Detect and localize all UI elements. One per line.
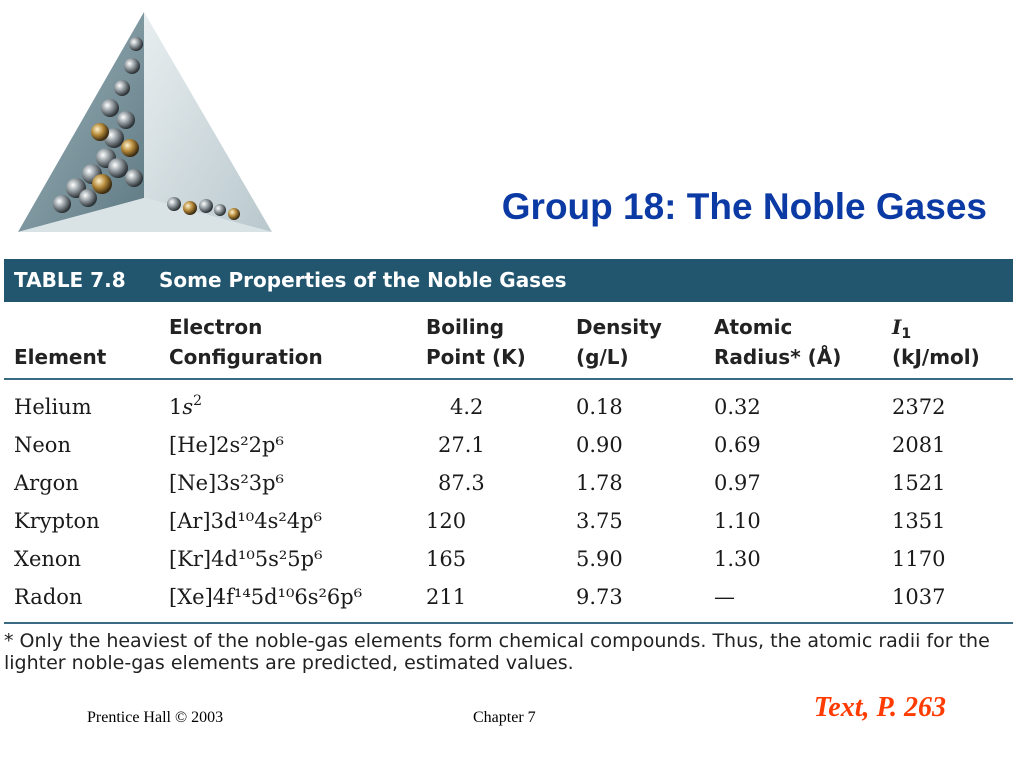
header-density: Density (g/L) bbox=[566, 306, 704, 379]
cell-atomic-radius: 1.30 bbox=[714, 547, 761, 571]
slide-title: Group 18: The Noble Gases bbox=[501, 186, 987, 227]
cell-element: Argon bbox=[14, 471, 79, 495]
cell-ionization-energy: 2372 bbox=[892, 395, 946, 419]
cell-element: Radon bbox=[14, 585, 83, 609]
footer-chapter: Chapter 7 bbox=[473, 709, 536, 726]
cell-density: 0.90 bbox=[576, 433, 623, 457]
cell-atomic-radius: 1.10 bbox=[714, 509, 761, 533]
cell-configuration: [Ar]3d¹⁰4s²4p⁶ bbox=[169, 509, 323, 533]
cell-element: Neon bbox=[14, 433, 71, 457]
cell-atomic-radius: 0.69 bbox=[714, 433, 761, 457]
table-caption: Some Properties of the Noble Gases bbox=[159, 268, 567, 292]
cell-atomic-radius: — bbox=[714, 585, 735, 609]
cell-boiling-point: 87.3 bbox=[438, 471, 485, 495]
cell-ionization-energy: 1351 bbox=[892, 509, 946, 533]
text-page-reference: Text, P. 263 bbox=[813, 692, 946, 723]
cell-ionization-energy: 2081 bbox=[892, 433, 946, 457]
cell-ionization-energy: 1170 bbox=[892, 547, 946, 571]
table-row bbox=[4, 426, 1013, 464]
cell-density: 1.78 bbox=[576, 471, 623, 495]
cell-element: Krypton bbox=[14, 509, 100, 533]
table-row bbox=[4, 502, 1013, 540]
cell-ionization-energy: 1037 bbox=[892, 585, 946, 609]
table-row bbox=[4, 540, 1013, 578]
cell-element: Xenon bbox=[14, 547, 82, 571]
cell-element: Helium bbox=[14, 395, 92, 419]
cell-density: 5.90 bbox=[576, 547, 623, 571]
footer-copyright: Prentice Hall © 2003 bbox=[87, 709, 224, 726]
cell-ionization-energy: 1521 bbox=[892, 471, 946, 495]
cell-boiling-point: 120 bbox=[426, 509, 467, 533]
table-row bbox=[4, 578, 1013, 623]
cell-configuration: [Ne]3s²3p⁶ bbox=[169, 471, 284, 495]
header-element: Element bbox=[4, 306, 159, 379]
table-number: TABLE 7.8 bbox=[14, 268, 126, 292]
cell-density: 3.75 bbox=[576, 509, 623, 533]
table-footnote: * Only the heaviest of the noble-gas elements form chemical compounds. Thus, the atomic radii for the lighter noble-gas elements are predicted, estimated values. bbox=[4, 630, 990, 674]
header-ionization-energy: $I_1$ (kJ/mol) bbox=[882, 306, 1013, 379]
cell-boiling-point: 165 bbox=[426, 547, 467, 571]
table-row bbox=[4, 379, 1013, 426]
cell-density: 9.73 bbox=[576, 585, 623, 609]
table-header-row bbox=[4, 306, 1013, 379]
pyramid-illustration-icon bbox=[14, 8, 276, 238]
cell-boiling-point: 211 bbox=[426, 585, 467, 609]
cell-boiling-point: 27.1 bbox=[438, 433, 485, 457]
cell-configuration: [Kr]4d¹⁰5s²5p⁶ bbox=[169, 547, 323, 571]
header-boiling-point: Boiling Point (K) bbox=[416, 306, 566, 379]
table-banner bbox=[4, 259, 1013, 302]
cell-configuration: [Xe]4f¹⁴5d¹⁰6s²6p⁶ bbox=[169, 585, 363, 609]
header-atomic-radius: Atomic Radius* (Å) bbox=[704, 306, 882, 379]
cell-configuration: [He]2s²2p⁶ bbox=[169, 433, 284, 457]
header-electron-configuration: Electron Configuration bbox=[159, 306, 416, 379]
cell-boiling-point: 4.2 bbox=[450, 395, 484, 419]
cell-atomic-radius: 0.97 bbox=[714, 471, 761, 495]
cell-configuration: $1s^2$ bbox=[169, 393, 203, 419]
cell-density: 0.18 bbox=[576, 395, 623, 419]
table-row bbox=[4, 464, 1013, 502]
cell-atomic-radius: 0.32 bbox=[714, 395, 761, 419]
noble-gas-properties-table bbox=[4, 306, 1013, 624]
